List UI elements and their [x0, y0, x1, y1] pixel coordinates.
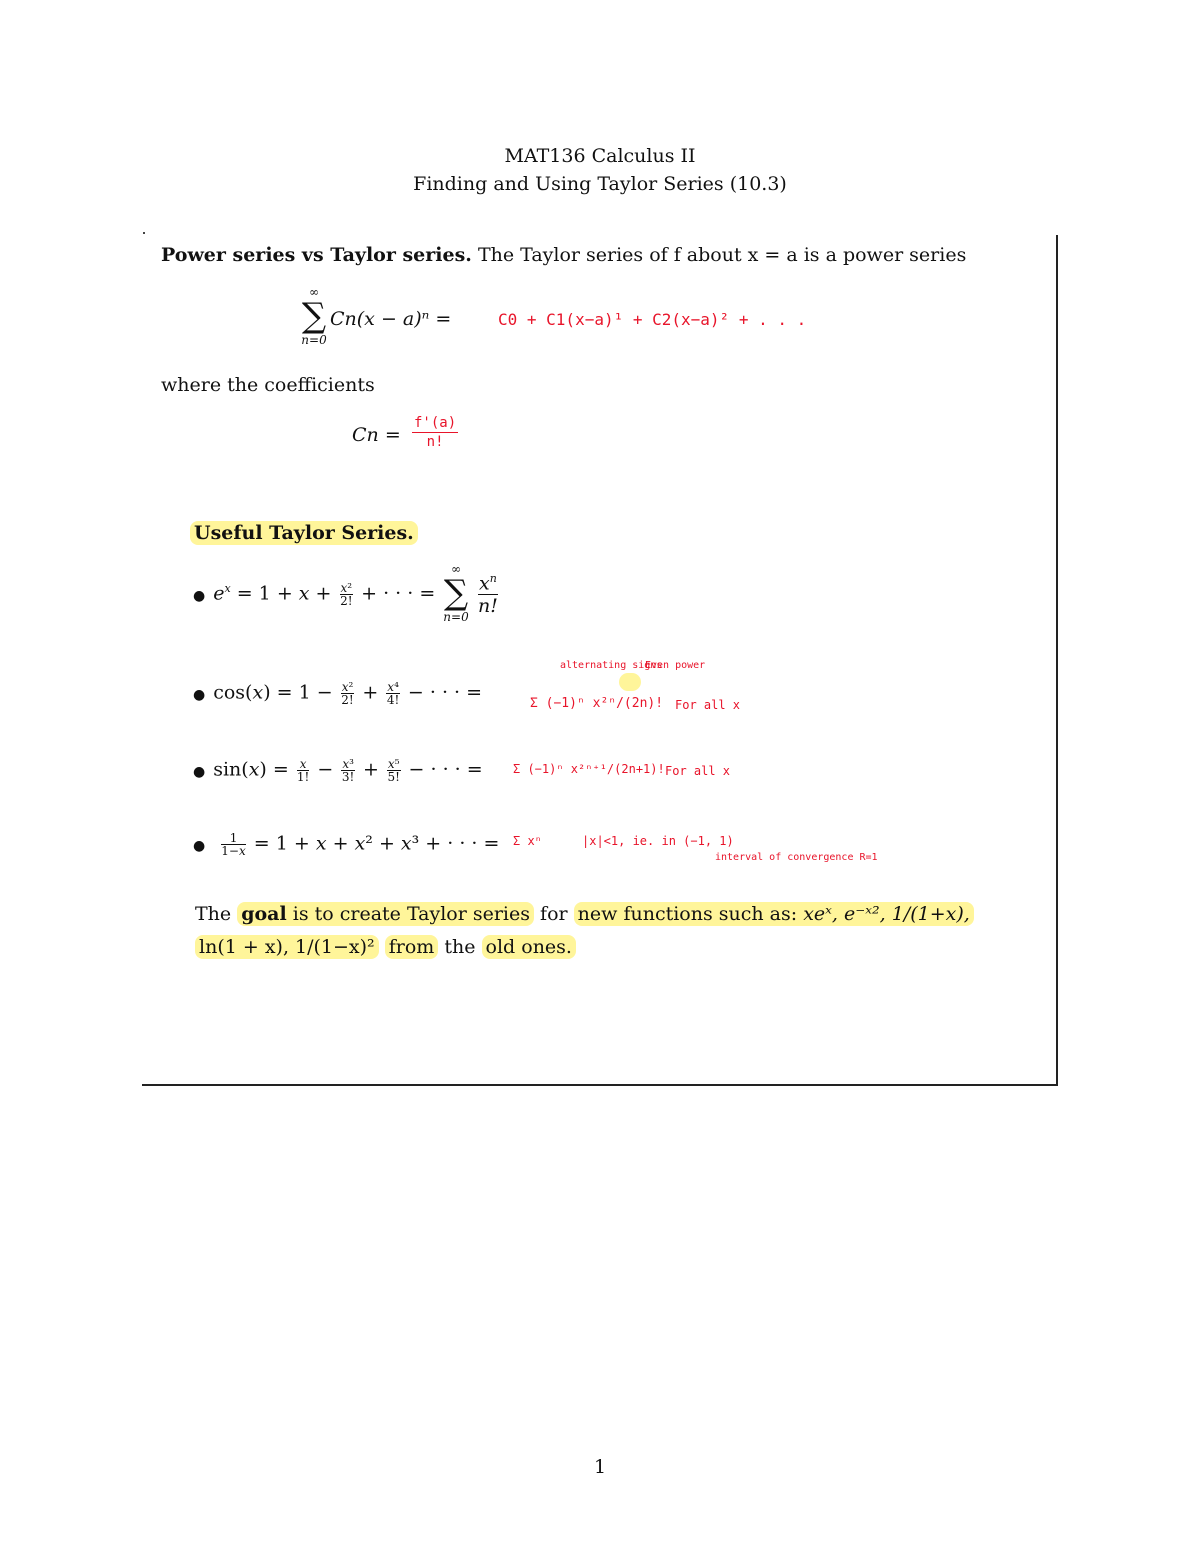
- geo-note-sum: Σ xⁿ: [513, 834, 542, 848]
- sigma-icon: ∑: [443, 573, 469, 613]
- goal-new-functions-text: new functions such as:: [577, 903, 798, 925]
- frac: $\frac{\text{x²}}{2!}$: [341, 680, 354, 707]
- frame-tick: [143, 232, 145, 234]
- frac: $\frac{\text{x²}}{2!}$: [340, 581, 353, 608]
- goal-old-ones: old ones.: [482, 935, 576, 959]
- cos-series: ● cos(x) = 1 − $\frac{\text{x²}}{2!}$ + $\frac{\text{x⁴}}{4!}$ − · · · =: [193, 680, 483, 707]
- goal-line-2: [195, 936, 576, 958]
- section1-heading: Power series vs Taylor series.: [161, 244, 472, 266]
- coeff-handwritten: [412, 414, 458, 451]
- series-lhs: Cn(x − a)ⁿ =: [330, 308, 452, 330]
- goal-from: from: [385, 935, 439, 959]
- geo-note-interval: interval of convergence R=1: [715, 852, 878, 863]
- cos-note-alt: alternating signs: [560, 660, 663, 671]
- goal-highlight: [237, 902, 534, 926]
- sum-upper: ∞: [309, 285, 319, 299]
- sum-lower: n=0: [301, 333, 327, 347]
- goal-functions-list: xeˣ, e⁻ˣ², 1/(1+x),: [803, 903, 970, 925]
- geometric-series: ● $\frac{1}{1-x}$ = 1 + x + x² + x³ + · · · =: [193, 831, 500, 858]
- sum-upper: ∞: [451, 562, 461, 576]
- frame-bottom-border: [142, 1084, 1058, 1086]
- goal-word: goal: [241, 903, 287, 925]
- sigma-icon: ∑: [301, 296, 327, 336]
- goal-for: for: [540, 903, 568, 925]
- cos-note-even: Even power: [645, 660, 706, 671]
- page-number: 1: [593, 1456, 607, 1478]
- series-handwritten: C0 + C1(x−a)¹ + C2(x−a)² + . . .: [498, 310, 807, 329]
- goal-new-functions: [574, 902, 974, 926]
- topic-title: Finding and Using Taylor Series (10.3): [413, 173, 787, 195]
- frac: $\frac{\text{x⁴}}{4!}$: [386, 680, 400, 707]
- goal-functions-list-2: ln(1 + x), 1/(1−x)²: [195, 935, 379, 959]
- course-title: MAT136 Calculus II: [504, 145, 696, 167]
- frac: $\frac{1}{1-x}$: [221, 831, 246, 858]
- bullet-icon: ●: [193, 837, 206, 854]
- section1-line: [161, 244, 966, 266]
- frac: $\frac{\text{x³}}{3!}$: [341, 757, 355, 784]
- sum-lower: n=0: [443, 610, 469, 624]
- goal-the: The: [195, 903, 232, 925]
- sin-series: ● sin(x) = $\frac{x}{1!}$ − $\frac{\text{x³}}{3!}$ + $\frac{\text{x⁵}}{5!}$ − · · · =: [193, 757, 483, 784]
- exp-series: ● $e^x = 1 + x$ + $\frac{\text{x²}}{2!}$ + · · · =: [193, 581, 436, 608]
- highlight-mark: [619, 673, 641, 691]
- bullet-icon: ●: [193, 587, 206, 604]
- coefficients-text: where the coefficients: [161, 374, 375, 396]
- geo-note-range: |x|<1, ie. in (−1, 1): [582, 834, 734, 848]
- sin-note-range: For all x: [665, 764, 731, 778]
- coeff-den: n!: [426, 434, 444, 450]
- bullet-icon: ●: [193, 686, 206, 703]
- coeff-lhs: Cn =: [352, 424, 401, 446]
- cos-note-sum: Σ (−1)ⁿ x²ⁿ/(2n)!: [530, 696, 664, 711]
- cos-note-range: For all x: [675, 698, 741, 712]
- useful-heading: [190, 522, 418, 544]
- goal-text: is to create Taylor series: [292, 903, 530, 925]
- coeff-num: f'(a): [414, 415, 457, 431]
- bullet-icon: ●: [193, 763, 206, 780]
- section1-intro: The Taylor series of f about x = a is a power series: [477, 244, 967, 266]
- goal-the-2: the: [444, 936, 476, 958]
- frac: $\frac{\text{x⁵}}{5!}$: [387, 757, 400, 784]
- frame-right-border: [1056, 235, 1058, 1086]
- goal-line-1: [195, 903, 974, 925]
- sin-note-sum: Σ (−1)ⁿ x²ⁿ⁺¹/(2n+1)!: [513, 762, 665, 776]
- sum-symbol-2: [436, 562, 476, 624]
- frac: $\frac{x}{1!}$: [296, 757, 310, 784]
- exp-term: $x^n$ n!: [478, 568, 498, 617]
- useful-heading-text: Useful Taylor Series.: [190, 521, 418, 545]
